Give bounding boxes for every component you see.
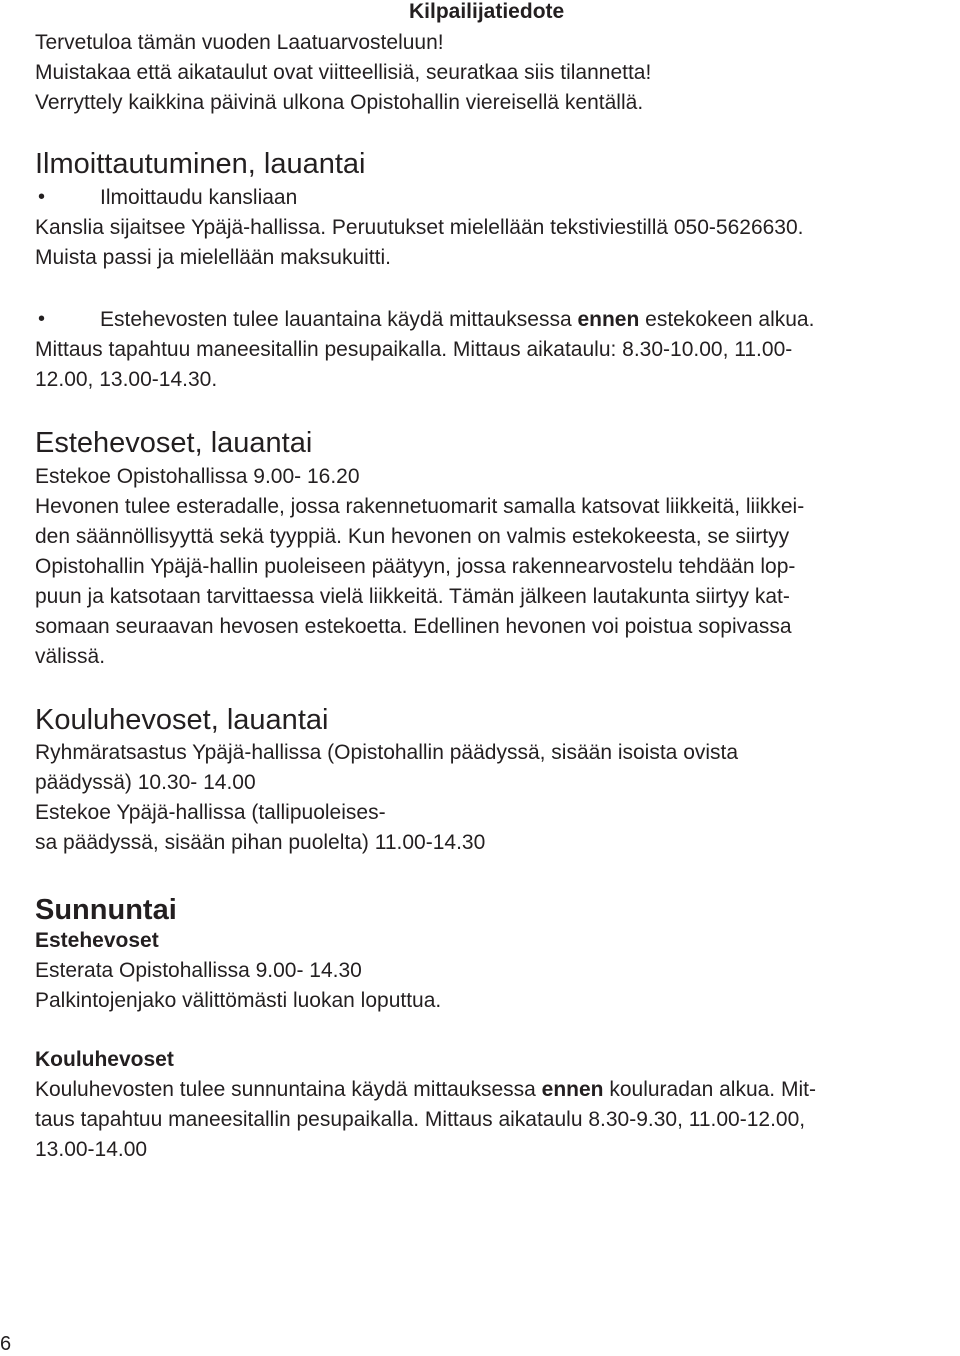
intro-line-1: Tervetuloa tämän vuoden Laatuarvosteluun! — [35, 31, 444, 54]
text-run: estekokeen alkua. — [639, 308, 815, 331]
sunday-jump-heading: Estehevoset — [35, 929, 159, 952]
jump-line-5: puun ja katsotaan tarvittaessa vielä liikkeitä. Tämän jälkeen lautakunta siirtyy kat- — [35, 585, 790, 608]
document-title: Kilpailijatiedote — [409, 0, 565, 23]
sunday-jump-line-2: Palkintojenjako välittömästi luokan loputtua. — [35, 989, 442, 1012]
bullet-icon: • — [38, 308, 46, 330]
emphasis-text: ennen — [577, 308, 640, 331]
jump-line-3: den säännöllisyyttä sekä tyyppiä. Kun hevonen on valmis estekokeesta, se siirtyy — [35, 525, 790, 548]
registration-line-6: 12.00, 13.00-14.30. — [35, 368, 218, 391]
intro-line-3: Verryttely kaikkina päivinä ulkona Opistohallin viereisellä kentällä. — [35, 91, 644, 114]
page-number: 6 — [0, 1333, 12, 1355]
sunday-dressage-line-1 — [35, 1075, 816, 1105]
sunday-dressage-line-2: taus tapahtuu maneesitallin pesupaikalla. Mittaus aikataulu 8.30-9.30, 11.00-12.00, — [35, 1108, 806, 1131]
dressage-line-4: sa päädyssä, sisään pihan puolelta) 11.00-14.30 — [35, 831, 486, 854]
registration-line-2: Kanslia sijaitsee Ypäjä-hallissa. Peruutukset mielellään tekstiviestillä 050-5626630. — [35, 216, 804, 239]
jump-line-4: Opistohallin Ypäjä-hallin puoleiseen päätyyn, jossa rakennearvostelu tehdään lop- — [35, 555, 796, 578]
registration-bullet-2 — [100, 305, 814, 335]
text-run: Kouluhevosten tulee sunnuntaina käydä mittauksessa — [35, 1078, 542, 1101]
registration-heading: Ilmoittautuminen, lauantai — [35, 148, 366, 180]
jump-line-2: Hevonen tulee esteradalle, jossa rakennetuomarit samalla katsovat liikkeitä, liikkei- — [35, 495, 805, 518]
text-run: Estehevosten tulee lauantaina käydä mittauksessa — [100, 308, 578, 331]
sunday-dressage-line-3: 13.00-14.00 — [35, 1138, 148, 1161]
jump-horses-saturday-heading: Estehevoset, lauantai — [35, 427, 313, 459]
dressage-line-2: päädyssä) 10.30- 14.00 — [35, 771, 256, 794]
registration-line-3: Muista passi ja mielellään maksukuitti. — [35, 246, 391, 269]
jump-line-7: välissä. — [35, 645, 106, 668]
text-run: kouluradan alkua. Mit- — [603, 1078, 816, 1101]
bullet-icon: • — [38, 186, 46, 208]
jump-line-6: somaan seuraavan hevosen estekoetta. Edellinen hevonen voi poistua sopivassa — [35, 615, 792, 638]
jump-line-1: Estekoe Opistohallissa 9.00- 16.20 — [35, 465, 360, 488]
dressage-horses-saturday-heading: Kouluhevoset, lauantai — [35, 704, 329, 736]
registration-bullet-1: Ilmoittaudu kansliaan — [100, 186, 298, 209]
sunday-heading: Sunnuntai — [35, 894, 177, 926]
registration-line-5: Mittaus tapahtuu maneesitallin pesupaikalla. Mittaus aikataulu: 8.30-10.00, 11.00- — [35, 338, 793, 361]
dressage-line-1: Ryhmäratsastus Ypäjä-hallissa (Opistohallin päädyssä, sisään isoista ovista — [35, 741, 739, 764]
dressage-line-3: Estekoe Ypäjä-hallissa (tallipuoleises- — [35, 801, 386, 824]
sunday-dressage-heading: Kouluhevoset — [35, 1048, 174, 1071]
intro-line-2: Muistakaa että aikataulut ovat viitteellisiä, seuratkaa siis tilannetta! — [35, 61, 652, 84]
emphasis-text: ennen — [541, 1078, 604, 1101]
sunday-jump-line-1: Esterata Opistohallissa 9.00- 14.30 — [35, 959, 362, 982]
